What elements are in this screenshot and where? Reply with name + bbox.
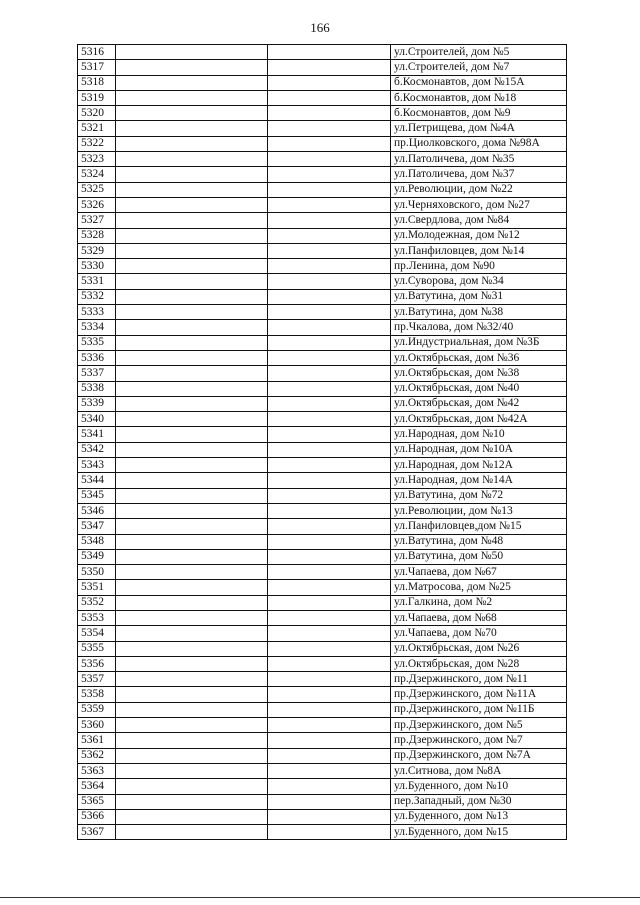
row-number-cell: 5360	[78, 718, 116, 733]
row-number-cell: 5334	[78, 320, 116, 335]
address-cell: ул.Чапаева, дом №67	[391, 565, 567, 580]
address-cell: ул.Строителей, дом №7	[391, 60, 567, 75]
address-cell: пр.Дзержинского, дом №11А	[391, 687, 567, 702]
empty-cell	[268, 121, 391, 136]
table-row	[78, 442, 567, 457]
row-number-cell: 5347	[78, 519, 116, 534]
page-bottom-rule	[0, 897, 640, 898]
empty-cell	[268, 702, 391, 717]
row-number-cell: 5318	[78, 75, 116, 90]
empty-cell	[268, 320, 391, 335]
empty-cell	[268, 106, 391, 121]
address-cell: б.Космонавтов, дом №18	[391, 90, 567, 105]
empty-cell	[268, 794, 391, 809]
table-row	[78, 672, 567, 687]
row-number-cell: 5340	[78, 412, 116, 427]
empty-cell	[116, 228, 268, 243]
row-number-cell: 5328	[78, 228, 116, 243]
address-cell: ул.Революции, дом №22	[391, 182, 567, 197]
table-row	[78, 763, 567, 778]
row-number-cell: 5356	[78, 656, 116, 671]
table-row	[78, 45, 567, 60]
empty-cell	[116, 274, 268, 289]
address-cell: ул.Галкина, дом №2	[391, 595, 567, 610]
table-row	[78, 350, 567, 365]
address-cell: ул.Буденного, дом №10	[391, 779, 567, 794]
empty-cell	[116, 687, 268, 702]
empty-cell	[116, 136, 268, 151]
address-cell: б.Космонавтов, дом №15А	[391, 75, 567, 90]
empty-cell	[268, 458, 391, 473]
table-row	[78, 213, 567, 228]
address-cell: ул.Панфиловцев,дом №15	[391, 519, 567, 534]
table-row	[78, 549, 567, 564]
empty-cell	[116, 213, 268, 228]
row-number-cell: 5325	[78, 182, 116, 197]
empty-cell	[268, 656, 391, 671]
address-cell: ул.Народная, дом №14А	[391, 473, 567, 488]
table-row	[78, 519, 567, 534]
row-number-cell: 5320	[78, 106, 116, 121]
empty-cell	[268, 672, 391, 687]
row-number-cell: 5319	[78, 90, 116, 105]
empty-cell	[116, 702, 268, 717]
empty-cell	[268, 75, 391, 90]
empty-cell	[268, 381, 391, 396]
empty-cell	[116, 335, 268, 350]
row-number-cell: 5331	[78, 274, 116, 289]
empty-cell	[116, 182, 268, 197]
row-number-cell: 5351	[78, 580, 116, 595]
empty-cell	[116, 763, 268, 778]
empty-cell	[116, 748, 268, 763]
address-cell: ул.Народная, дом №10А	[391, 442, 567, 457]
table-row	[78, 60, 567, 75]
row-number-cell: 5336	[78, 350, 116, 365]
empty-cell	[116, 106, 268, 121]
empty-cell	[116, 197, 268, 212]
table-row	[78, 733, 567, 748]
table-row	[78, 152, 567, 167]
empty-cell	[116, 75, 268, 90]
empty-cell	[116, 794, 268, 809]
address-cell: ул.Буденного, дом №15	[391, 825, 567, 840]
address-cell: ул.Панфиловцев, дом №14	[391, 243, 567, 258]
row-number-cell: 5367	[78, 825, 116, 840]
empty-cell	[116, 641, 268, 656]
table-row	[78, 626, 567, 641]
address-cell: ул.Чапаева, дом №68	[391, 610, 567, 625]
table-row	[78, 182, 567, 197]
row-number-cell: 5324	[78, 167, 116, 182]
empty-cell	[268, 687, 391, 702]
row-number-cell: 5359	[78, 702, 116, 717]
address-cell: ул.Чапаева, дом №70	[391, 626, 567, 641]
row-number-cell: 5326	[78, 197, 116, 212]
empty-cell	[116, 320, 268, 335]
table-row	[78, 320, 567, 335]
empty-cell	[116, 458, 268, 473]
row-number-cell: 5364	[78, 779, 116, 794]
table-row	[78, 289, 567, 304]
table-row	[78, 779, 567, 794]
empty-cell	[268, 412, 391, 427]
empty-cell	[116, 488, 268, 503]
table-row	[78, 473, 567, 488]
empty-cell	[268, 610, 391, 625]
empty-cell	[268, 473, 391, 488]
address-cell: пер.Западный, дом №30	[391, 794, 567, 809]
row-number-cell: 5341	[78, 427, 116, 442]
row-number-cell: 5363	[78, 763, 116, 778]
table-row	[78, 794, 567, 809]
empty-cell	[116, 442, 268, 457]
row-number-cell: 5352	[78, 595, 116, 610]
table-row	[78, 274, 567, 289]
row-number-cell: 5365	[78, 794, 116, 809]
address-cell: ул.Молодежная, дом №12	[391, 228, 567, 243]
address-cell: ул.Патоличева, дом №35	[391, 152, 567, 167]
table-row	[78, 90, 567, 105]
empty-cell	[116, 259, 268, 274]
row-number-cell: 5323	[78, 152, 116, 167]
row-number-cell: 5330	[78, 259, 116, 274]
address-cell: ул.Ситнова, дом №8А	[391, 763, 567, 778]
empty-cell	[116, 473, 268, 488]
empty-cell	[268, 763, 391, 778]
empty-cell	[268, 565, 391, 580]
address-cell: ул.Ватутина, дом №38	[391, 305, 567, 320]
empty-cell	[268, 595, 391, 610]
address-cell: ул.Патоличева, дом №37	[391, 167, 567, 182]
address-cell: ул.Октябрьская, дом №36	[391, 350, 567, 365]
row-number-cell: 5355	[78, 641, 116, 656]
table-row	[78, 534, 567, 549]
address-registry-table	[77, 44, 567, 840]
empty-cell	[268, 213, 391, 228]
table-row	[78, 825, 567, 840]
row-number-cell: 5345	[78, 488, 116, 503]
empty-cell	[268, 503, 391, 518]
table-row	[78, 748, 567, 763]
empty-cell	[268, 718, 391, 733]
empty-cell	[268, 549, 391, 564]
row-number-cell: 5321	[78, 121, 116, 136]
row-number-cell: 5354	[78, 626, 116, 641]
row-number-cell: 5316	[78, 45, 116, 60]
empty-cell	[116, 595, 268, 610]
empty-cell	[116, 381, 268, 396]
table-row	[78, 595, 567, 610]
row-number-cell: 5350	[78, 565, 116, 580]
address-cell: ул.Ватутина, дом №50	[391, 549, 567, 564]
address-cell: пр.Дзержинского, дом №11Б	[391, 702, 567, 717]
empty-cell	[116, 305, 268, 320]
empty-cell	[116, 825, 268, 840]
empty-cell	[268, 152, 391, 167]
empty-cell	[116, 519, 268, 534]
empty-cell	[268, 427, 391, 442]
empty-cell	[268, 274, 391, 289]
row-number-cell: 5353	[78, 610, 116, 625]
table-row	[78, 656, 567, 671]
empty-cell	[268, 259, 391, 274]
empty-cell	[116, 243, 268, 258]
table-row	[78, 335, 567, 350]
empty-cell	[116, 366, 268, 381]
table-row	[78, 718, 567, 733]
empty-cell	[268, 442, 391, 457]
empty-cell	[116, 672, 268, 687]
empty-cell	[268, 90, 391, 105]
table-row	[78, 228, 567, 243]
row-number-cell: 5337	[78, 366, 116, 381]
row-number-cell: 5342	[78, 442, 116, 457]
empty-cell	[268, 488, 391, 503]
row-number-cell: 5332	[78, 289, 116, 304]
address-cell: пр.Чкалова, дом №32/40	[391, 320, 567, 335]
table-row	[78, 366, 567, 381]
table-row	[78, 197, 567, 212]
address-cell: ул.Суворова, дом №34	[391, 274, 567, 289]
address-cell: пр.Циолковского, дома №98А	[391, 136, 567, 151]
empty-cell	[116, 610, 268, 625]
empty-cell	[116, 779, 268, 794]
address-cell: ул.Ватутина, дом №72	[391, 488, 567, 503]
table-row	[78, 610, 567, 625]
empty-cell	[268, 60, 391, 75]
empty-cell	[268, 289, 391, 304]
address-cell: ул.Октябрьская, дом №40	[391, 381, 567, 396]
address-cell: ул.Народная, дом №10	[391, 427, 567, 442]
address-cell: ул.Народная, дом №12А	[391, 458, 567, 473]
empty-cell	[268, 825, 391, 840]
empty-cell	[268, 136, 391, 151]
row-number-cell: 5361	[78, 733, 116, 748]
table-row	[78, 305, 567, 320]
table-row	[78, 259, 567, 274]
empty-cell	[116, 534, 268, 549]
table-row	[78, 580, 567, 595]
empty-cell	[268, 335, 391, 350]
empty-cell	[268, 366, 391, 381]
address-cell: ул.Октябрьская, дом №38	[391, 366, 567, 381]
empty-cell	[116, 60, 268, 75]
row-number-cell: 5327	[78, 213, 116, 228]
empty-cell	[268, 580, 391, 595]
empty-cell	[116, 718, 268, 733]
row-number-cell: 5343	[78, 458, 116, 473]
empty-cell	[116, 503, 268, 518]
table-row	[78, 412, 567, 427]
empty-cell	[116, 121, 268, 136]
address-cell: ул.Октябрьская, дом №28	[391, 656, 567, 671]
table-row	[78, 702, 567, 717]
row-number-cell: 5335	[78, 335, 116, 350]
row-number-cell: 5338	[78, 381, 116, 396]
empty-cell	[268, 626, 391, 641]
address-cell: ул.Матросова, дом №25	[391, 580, 567, 595]
empty-cell	[116, 167, 268, 182]
empty-cell	[116, 656, 268, 671]
address-cell: ул.Буденного, дом №13	[391, 809, 567, 824]
table-row	[78, 396, 567, 411]
address-cell: пр.Дзержинского, дом №5	[391, 718, 567, 733]
table-row	[78, 243, 567, 258]
empty-cell	[268, 809, 391, 824]
empty-cell	[268, 519, 391, 534]
row-number-cell: 5358	[78, 687, 116, 702]
table-row	[78, 565, 567, 580]
empty-cell	[116, 289, 268, 304]
address-cell: б.Космонавтов, дом №9	[391, 106, 567, 121]
address-cell: пр.Ленина, дом №90	[391, 259, 567, 274]
table-row	[78, 167, 567, 182]
address-cell: пр.Дзержинского, дом №11	[391, 672, 567, 687]
row-number-cell: 5322	[78, 136, 116, 151]
table-row	[78, 809, 567, 824]
empty-cell	[116, 549, 268, 564]
empty-cell	[116, 45, 268, 60]
empty-cell	[268, 396, 391, 411]
table-row	[78, 458, 567, 473]
address-cell: ул.Ватутина, дом №48	[391, 534, 567, 549]
row-number-cell: 5329	[78, 243, 116, 258]
address-cell: ул.Революции, дом №13	[391, 503, 567, 518]
empty-cell	[116, 733, 268, 748]
table-row	[78, 106, 567, 121]
row-number-cell: 5366	[78, 809, 116, 824]
empty-cell	[268, 641, 391, 656]
row-number-cell: 5362	[78, 748, 116, 763]
empty-cell	[116, 152, 268, 167]
table-row	[78, 641, 567, 656]
row-number-cell: 5344	[78, 473, 116, 488]
table-row	[78, 136, 567, 151]
table-row	[78, 381, 567, 396]
empty-cell	[268, 228, 391, 243]
table-row	[78, 687, 567, 702]
empty-cell	[116, 809, 268, 824]
registry-rows	[78, 45, 567, 840]
empty-cell	[268, 534, 391, 549]
empty-cell	[268, 182, 391, 197]
address-cell: ул.Петрищева, дом №4А	[391, 121, 567, 136]
empty-cell	[116, 396, 268, 411]
row-number-cell: 5357	[78, 672, 116, 687]
page-number: 166	[310, 20, 330, 35]
table-row	[78, 503, 567, 518]
empty-cell	[268, 733, 391, 748]
empty-cell	[116, 427, 268, 442]
address-cell: ул.Черняховского, дом №27	[391, 197, 567, 212]
row-number-cell: 5348	[78, 534, 116, 549]
address-cell: пр.Дзержинского, дом №7	[391, 733, 567, 748]
empty-cell	[268, 45, 391, 60]
empty-cell	[116, 626, 268, 641]
row-number-cell: 5346	[78, 503, 116, 518]
row-number-cell: 5317	[78, 60, 116, 75]
empty-cell	[116, 350, 268, 365]
address-cell: ул.Строителей, дом №5	[391, 45, 567, 60]
empty-cell	[116, 412, 268, 427]
empty-cell	[268, 779, 391, 794]
empty-cell	[268, 243, 391, 258]
empty-cell	[116, 90, 268, 105]
empty-cell	[116, 565, 268, 580]
address-cell: ул.Ватутина, дом №31	[391, 289, 567, 304]
table-row	[78, 427, 567, 442]
empty-cell	[268, 197, 391, 212]
row-number-cell: 5333	[78, 305, 116, 320]
address-cell: ул.Октябрьская, дом №26	[391, 641, 567, 656]
table-row	[78, 488, 567, 503]
table-row	[78, 75, 567, 90]
address-cell: ул.Октябрьская, дом №42А	[391, 412, 567, 427]
address-cell: ул.Индустриальная, дом №3Б	[391, 335, 567, 350]
address-cell: ул.Свердлова, дом №84	[391, 213, 567, 228]
empty-cell	[268, 748, 391, 763]
empty-cell	[268, 305, 391, 320]
address-cell: ул.Октябрьская, дом №42	[391, 396, 567, 411]
address-cell: пр.Дзержинского, дом №7А	[391, 748, 567, 763]
empty-cell	[268, 350, 391, 365]
empty-cell	[116, 580, 268, 595]
table-row	[78, 121, 567, 136]
empty-cell	[268, 167, 391, 182]
row-number-cell: 5339	[78, 396, 116, 411]
row-number-cell: 5349	[78, 549, 116, 564]
